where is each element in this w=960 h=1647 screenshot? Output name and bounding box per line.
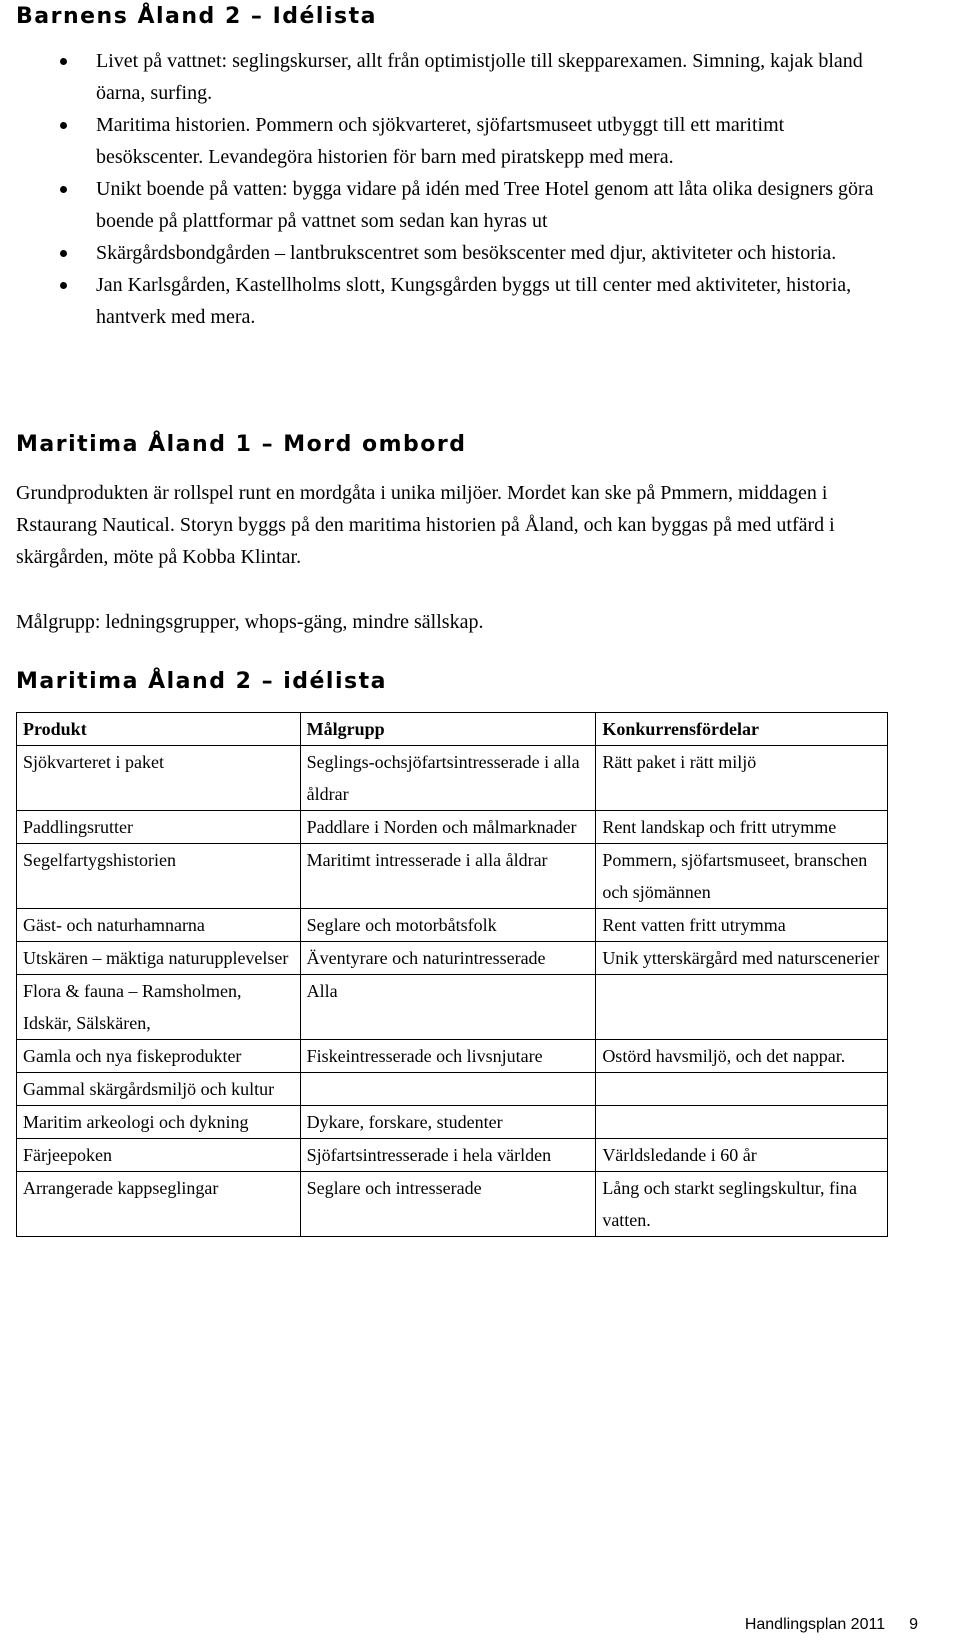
bullet-icon xyxy=(60,58,67,65)
bullet-icon xyxy=(60,282,67,289)
table-row xyxy=(17,1040,888,1073)
table-cell xyxy=(300,1073,596,1106)
table-cell: Världsledande i 60 år xyxy=(596,1139,888,1172)
list-item-text: Unikt boende på vatten: bygga vidare på idén med Tree Hotel genom att låta olika designers göra boende på plattformar på vattnet som sedan kan hyras ut xyxy=(96,178,874,232)
table-cell: Seglare och intresserade xyxy=(300,1172,596,1237)
table-cell: Sjökvarteret i paket xyxy=(17,746,301,811)
list-item xyxy=(16,269,886,333)
table-cell xyxy=(596,1106,888,1139)
column-header-konkurrensfordelar: Konkurrensfördelar xyxy=(596,713,888,746)
table-row xyxy=(17,975,888,1040)
footer-document-title: Handlingsplan 2011 xyxy=(744,1616,886,1633)
table-cell: Seglings-ochsjöfartsintresserade i alla åldrar xyxy=(300,746,596,811)
list-item-text: Maritima historien. Pommern och sjökvarteret, sjöfartsmuseet utbyggt till ett maritimt besökscenter. Levandegöra historien för barn med piratskepp med mera. xyxy=(96,114,785,168)
bullet-icon xyxy=(60,122,67,129)
list-item-text: Livet på vattnet: seglingskurser, allt från optimistjolle till skepparexamen. Simning, kajak bland öarna, surfing. xyxy=(96,50,863,104)
section-heading-barnens-aland: Barnens Åland 2 – Idélista xyxy=(16,4,377,29)
table-cell: Segelfartygshistorien xyxy=(17,844,301,909)
table-row xyxy=(17,909,888,942)
table-cell: Gäst- och naturhamnarna xyxy=(17,909,301,942)
table-row xyxy=(17,1139,888,1172)
table-row xyxy=(17,844,888,909)
list-item xyxy=(16,237,886,269)
idea-bullet-list xyxy=(16,45,886,333)
table-cell: Gammal skärgårdsmiljö och kultur xyxy=(17,1073,301,1106)
table-cell: Maritim arkeologi och dykning xyxy=(17,1106,301,1139)
column-header-produkt: Produkt xyxy=(17,713,301,746)
table-row xyxy=(17,746,888,811)
table-cell: Fiskeintresserade och livsnjutare xyxy=(300,1040,596,1073)
table-cell: Lång och starkt seglingskultur, fina vatten. xyxy=(596,1172,888,1237)
bullet-icon xyxy=(60,250,67,257)
table-cell xyxy=(596,1073,888,1106)
table-cell: Paddlingsrutter xyxy=(17,811,301,844)
section-heading-idelista: Maritima Åland 2 – idélista xyxy=(16,669,387,694)
list-item xyxy=(16,173,886,237)
table-row xyxy=(17,1073,888,1106)
table-cell: Rent landskap och fritt utrymme xyxy=(596,811,888,844)
table-row xyxy=(17,942,888,975)
table-cell: Färjeepoken xyxy=(17,1139,301,1172)
list-item-text: Skärgårdsbondgården – lantbrukscentret som besökscenter med djur, aktiviteter och historia. xyxy=(96,242,837,264)
bullet-icon xyxy=(60,186,67,193)
table-cell: Gamla och nya fiskeprodukter xyxy=(17,1040,301,1073)
list-item xyxy=(16,45,886,109)
table-cell: Seglare och motorbåtsfolk xyxy=(300,909,596,942)
table-cell: Rent vatten fritt utrymma xyxy=(596,909,888,942)
table-cell: Flora & fauna – Ramsholmen, Idskär, Sälskären, xyxy=(17,975,301,1040)
table-cell: Utskären – mäktiga naturupplevelser xyxy=(17,942,301,975)
table-row xyxy=(17,1106,888,1139)
target-group-paragraph: Målgrupp: ledningsgrupper, whops-gäng, mindre sällskap. xyxy=(16,611,484,633)
table-header-row xyxy=(17,713,888,746)
table-cell: Paddlare i Norden och målmarknader xyxy=(300,811,596,844)
product-description-paragraph: Grundprodukten är rollspel runt en mordgåta i unika miljöer. Mordet kan ske på Pmmern, middagen i Rstaurang Nautical. Storyn byggs på den maritima historien på Åland, och kan byggas på med utfärd i skärgården, möte på Kobba Klintar. xyxy=(16,482,835,568)
page-footer xyxy=(745,1616,918,1634)
column-header-malgrupp: Målgrupp xyxy=(300,713,596,746)
table-cell: Ostörd havsmiljö, och det nappar. xyxy=(596,1040,888,1073)
section-heading-mord-ombord: Maritima Åland 1 – Mord ombord xyxy=(16,432,467,457)
table-row xyxy=(17,1172,888,1237)
table-cell: Unik ytterskärgård med naturscenerier xyxy=(596,942,888,975)
list-item-text: Jan Karlsgården, Kastellholms slott, Kungsgården byggs ut till center med aktiviteter, historia, hantverk med mera. xyxy=(96,274,852,328)
page-number: 9 xyxy=(909,1616,918,1633)
table-cell: Äventyrare och naturintresserade xyxy=(300,942,596,975)
table-cell xyxy=(596,975,888,1040)
table-cell: Alla xyxy=(300,975,596,1040)
table-cell: Dykare, forskare, studenter xyxy=(300,1106,596,1139)
list-item xyxy=(16,109,886,173)
table-cell: Sjöfartsintresserade i hela världen xyxy=(300,1139,596,1172)
idea-table xyxy=(16,712,888,1237)
table-cell: Rätt paket i rätt miljö xyxy=(596,746,888,811)
table-row xyxy=(17,811,888,844)
table-cell: Pommern, sjöfartsmuseet, branschen och sjömännen xyxy=(596,844,888,909)
table-cell: Maritimt intresserade i alla åldrar xyxy=(300,844,596,909)
table-cell: Arrangerade kappseglingar xyxy=(17,1172,301,1237)
